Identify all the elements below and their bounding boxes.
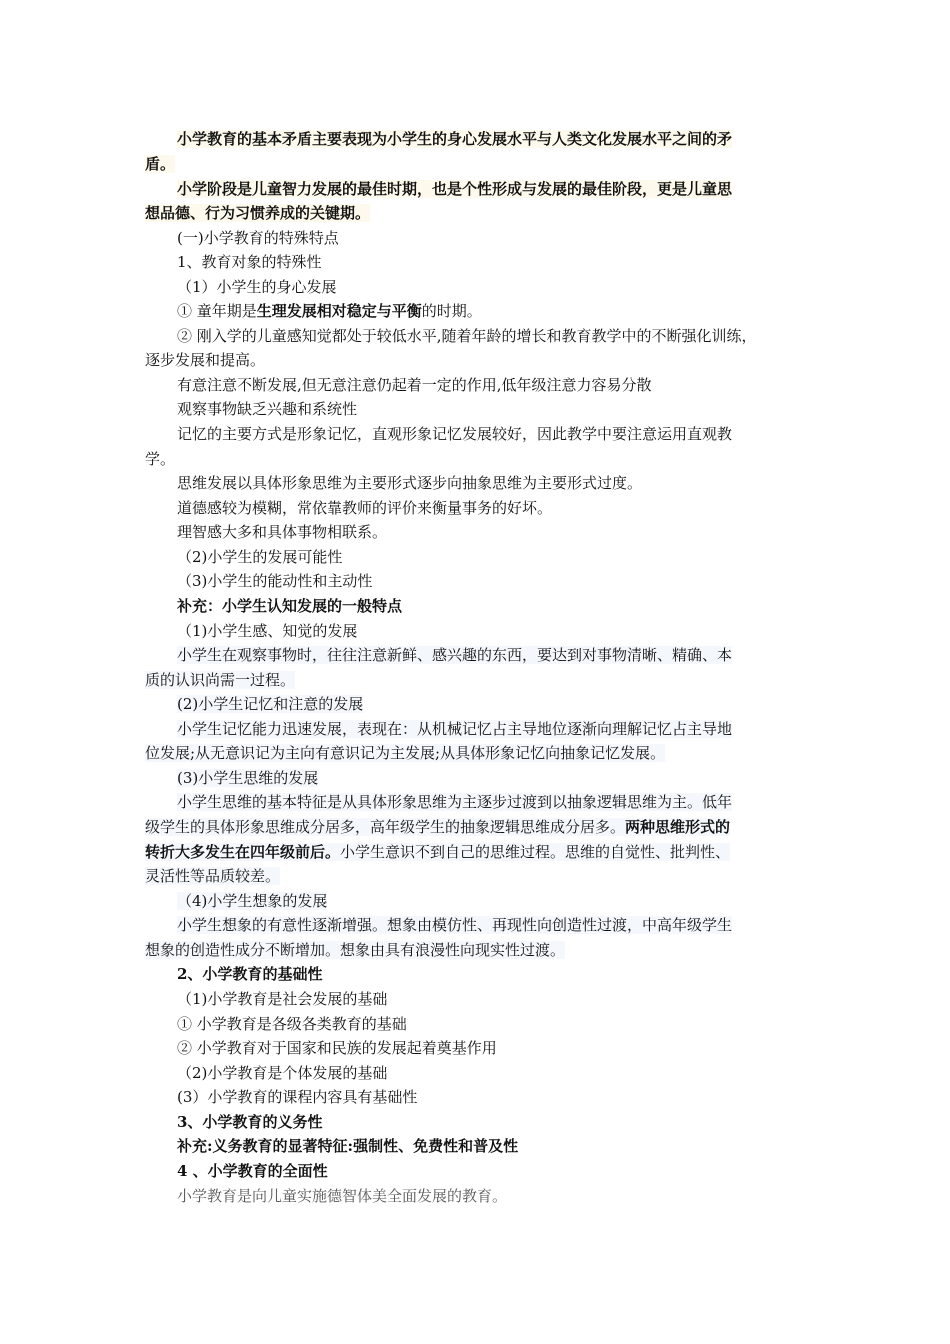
paragraph-line — [177, 373, 810, 398]
list-heading — [177, 987, 810, 1012]
text-run: ① 小学教育是各级各类教育的基础 — [177, 1015, 407, 1033]
bold-text-run: 生理发展相对稳定与平衡 — [256, 302, 422, 320]
text-run: （1)小学教育是社会发展的基础 — [177, 990, 388, 1008]
paragraph-line — [177, 1036, 810, 1061]
text-run: 3、小学教育的义务性 — [177, 1113, 323, 1131]
text-run: （1)小学生感、知觉的发展 — [177, 622, 358, 640]
text-run: 小学生在观察事物时，往往注意新鲜、感兴趣的东西，要达到对事物清晰、精确、本 — [177, 646, 733, 664]
text-run: ② 刚入学的儿童感知觉都处于较低水平,随着年龄的增长和教育教学中的不断强化训练， — [177, 327, 757, 345]
paragraph-line — [177, 471, 810, 496]
bold-text-run: 转折大多发生在四年级前后。 — [145, 843, 341, 861]
text-run: (3）小学教育的课程内容具有基础性 — [177, 1088, 418, 1106]
text-run: 位发展;从无意识记为主向有意识记为主发展;从具体形象记忆向抽象记忆发展。 — [145, 744, 666, 762]
paragraph-line — [145, 201, 810, 226]
paragraph-line — [177, 496, 810, 521]
text-run: （3)小学生的能动性和主动性 — [177, 572, 373, 590]
subsection-heading — [177, 250, 810, 275]
list-heading — [177, 545, 810, 570]
text-run: 灵活性等品质较差。 — [145, 867, 281, 885]
text-run: 盾。 — [145, 155, 176, 173]
text-run: 小学生思维的基本特征是从具体形象思维为主逐步过渡到以抽象逻辑思维为主。低年 — [177, 793, 733, 811]
list-heading — [177, 1085, 810, 1110]
text-run: (2)小学生记忆和注意的发展 — [177, 695, 364, 713]
text-run: （2)小学生的发展可能性 — [177, 548, 343, 566]
paragraph-line — [145, 741, 810, 766]
paragraph-line — [177, 913, 810, 938]
paragraph-line — [177, 1184, 810, 1209]
text-run: （2)小学教育是个体发展的基础 — [177, 1064, 388, 1082]
paragraph-line — [145, 152, 810, 177]
text-run: 记忆的主要方式是形象记忆，直观形象记忆发展较好，因此教学中要注意运用直观教 — [177, 425, 733, 443]
text-run: 小学生想象的有意性逐渐增强。想象由模仿性、再现性向创造性过渡，中高年级学生 — [177, 916, 733, 934]
text-run: 2、小学教育的基础性 — [177, 965, 323, 983]
supplement-heading — [177, 1134, 810, 1159]
subsection-heading — [177, 962, 810, 987]
paragraph-line — [177, 324, 810, 349]
text-run: 思维发展以具体形象思维为主要形式逐步向抽象思维为主要形式过度。 — [177, 474, 643, 492]
text-run: (一)小学教育的特殊特点 — [177, 229, 339, 247]
text-run: 补充:义务教育的显著特征:强制性、免费性和普及性 — [177, 1137, 519, 1155]
paragraph-line — [177, 299, 810, 324]
list-heading — [177, 1061, 810, 1086]
list-heading — [177, 619, 810, 644]
paragraph-line — [177, 422, 810, 447]
text-run: 小学教育的基本矛盾主要表现为小学生的身心发展水平与人类文化发展水平之间的矛 — [177, 130, 733, 148]
text-run: 理智感大多和具体事物相联系。 — [177, 523, 388, 541]
paragraph-line — [177, 127, 810, 152]
text-run: (3)小学生思维的发展 — [177, 769, 319, 787]
text-run: 想象的创造性成分不断增加。想象由具有浪漫性向现实性过渡。 — [145, 941, 566, 959]
paragraph-line — [145, 447, 810, 472]
list-heading — [177, 889, 810, 914]
text-run: 有意注意不断发展,但无意注意仍起着一定的作用,低年级注意力容易分散 — [177, 376, 652, 394]
text-run: 逐步发展和提高。 — [145, 351, 266, 369]
text-run: 的时期。 — [421, 302, 482, 320]
text-run: 学。 — [145, 450, 176, 468]
paragraph-line — [145, 864, 810, 889]
paragraph-line — [177, 643, 810, 668]
text-run: 小学生意识不到自己的思维过程。思维的自觉性、批判性、 — [340, 843, 731, 861]
list-heading — [177, 766, 810, 791]
text-run: 想品德、行为习惯养成的关键期。 — [145, 204, 371, 222]
text-run: 4 、小学教育的全面性 — [177, 1162, 328, 1180]
paragraph-line — [177, 717, 810, 742]
text-run: （1）小学生的身心发展 — [177, 278, 337, 296]
paragraph-line — [145, 840, 810, 865]
paragraph-line — [177, 790, 810, 815]
subsection-heading — [177, 1159, 810, 1184]
bold-text-run: 两种思维形式的 — [625, 818, 731, 836]
text-run: 级学生的具体形象思维成分居多，高年级学生的抽象逻辑思维成分居多。 — [145, 818, 626, 836]
text-run: ① 童年期是 — [177, 302, 257, 320]
text-run: 小学生记忆能力迅速发展，表现在：从机械记忆占主导地位逐渐向理解记忆占主导地 — [177, 720, 733, 738]
paragraph-line — [177, 397, 810, 422]
paragraph-line — [145, 668, 810, 693]
paragraph-line — [177, 177, 810, 202]
paragraph-line — [145, 348, 810, 373]
paragraph-line — [177, 1012, 810, 1037]
supplement-heading — [177, 594, 810, 619]
list-heading — [177, 569, 810, 594]
subsection-heading — [177, 1110, 810, 1135]
paragraph-line — [145, 815, 810, 840]
text-run: ② 小学教育对于国家和民族的发展起着奠基作用 — [177, 1039, 497, 1057]
text-run: 小学教育是向儿童实施德智体美全面发展的教育。 — [177, 1187, 508, 1205]
text-run: （4)小学生想象的发展 — [177, 892, 328, 910]
list-heading — [177, 275, 810, 300]
paragraph-line — [145, 938, 810, 963]
text-run: 道德感较为模糊，常依靠教师的评价来衡量事务的好坏。 — [177, 499, 553, 517]
section-heading — [177, 226, 810, 251]
list-heading — [177, 692, 810, 717]
text-run: 观察事物缺乏兴趣和系统性 — [177, 400, 358, 418]
text-run: 补充：小学生认知发展的一般特点 — [177, 597, 403, 615]
text-run: 质的认识尚需一过程。 — [145, 671, 296, 689]
paragraph-line — [177, 520, 810, 545]
text-run: 1、教育对象的特殊性 — [177, 253, 322, 271]
text-run: 小学阶段是儿童智力发展的最佳时期，也是个性形成与发展的最佳阶段，更是儿童思 — [177, 180, 733, 198]
